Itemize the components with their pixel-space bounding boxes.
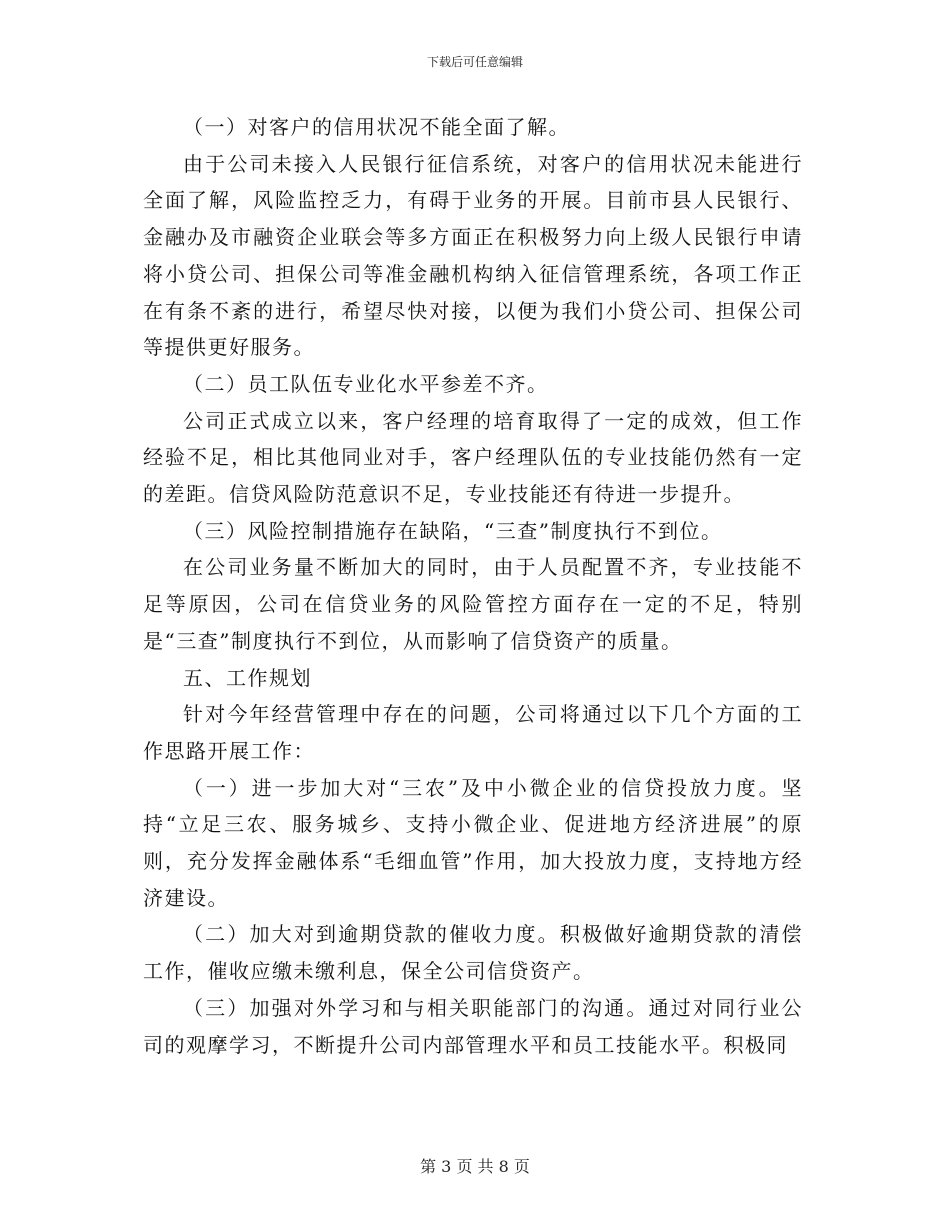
paragraph-issue-3-body: 在公司业务量不断加大的同时，由于人员配置不齐，专业技能不足等原因，公司在信贷业务的风险管控方面存在一定的不足，特别是“三查”制度执行不到位，从而影响了信贷资产的质量。 <box>143 555 803 653</box>
paragraph-issue-1-body: 由于公司未接入人民银行征信系统，对客户的信用状况未能进行全面了解，风险监控乏力，有碍于业务的开展。目前市县人民银行、金融办及市融资企业联会等多方面正在积极努力向上级人民银行申请将小贷公司、担保公司等准金融机构纳入征信管理系统，各项工作正在有条不紊的进行，希望尽快对接，以便为我们小贷公司、担保公司等提供更好服务。 <box>143 151 803 360</box>
paragraph-issue-2-heading: （二）员工队伍专业化水平参差不齐。 <box>183 371 549 396</box>
paragraph-issue-3-heading: （三）风险控制措施存在缺陷，“三查”制度执行不到位。 <box>183 518 723 543</box>
paragraph-plan-intro: 针对今年经营管理中存在的问题，公司将通过以下几个方面的工作思路开展工作： <box>143 702 803 763</box>
page-number-footer: 第 3 页 共 8 页 <box>420 1157 530 1176</box>
paragraph-issue-2-body: 公司正式成立以来，客户经理的培育取得了一定的成效，但工作经验不足，相比其他同业对手，客户经理队伍的专业技能仍然有一定的差距。信贷风险防范意识不足，专业技能还有待进一步提升。 <box>143 408 803 507</box>
section-heading-work-plan: 五、工作规划 <box>183 665 312 690</box>
paragraph-plan-3: （三）加强对外学习和与相关职能部门的沟通。通过对同行业公司的观摩学习，不断提升公司内部管理水平和员工技能水平。积极同 <box>143 995 803 1057</box>
paragraph-plan-2: （二）加大对到逾期贷款的催收力度。积极做好逾期贷款的清偿工作，催收应缴未缴利息，保全公司信贷资产。 <box>143 922 803 984</box>
document-body <box>143 109 803 1063</box>
paragraph-plan-1: （一）进一步加大对“三农”及中小微企业的信贷投放力度。坚持“立足三农、服务城乡、支持小微企业、促进地方经济进展”的原则，充分发挥金融体系“毛细血管”作用，加大投放力度，支持地方经济建设。 <box>143 775 803 910</box>
paragraph-issue-1-heading: （一）对客户的信用状况不能全面了解。 <box>183 115 570 139</box>
page-header: 下载后可任意编辑 <box>426 55 523 69</box>
